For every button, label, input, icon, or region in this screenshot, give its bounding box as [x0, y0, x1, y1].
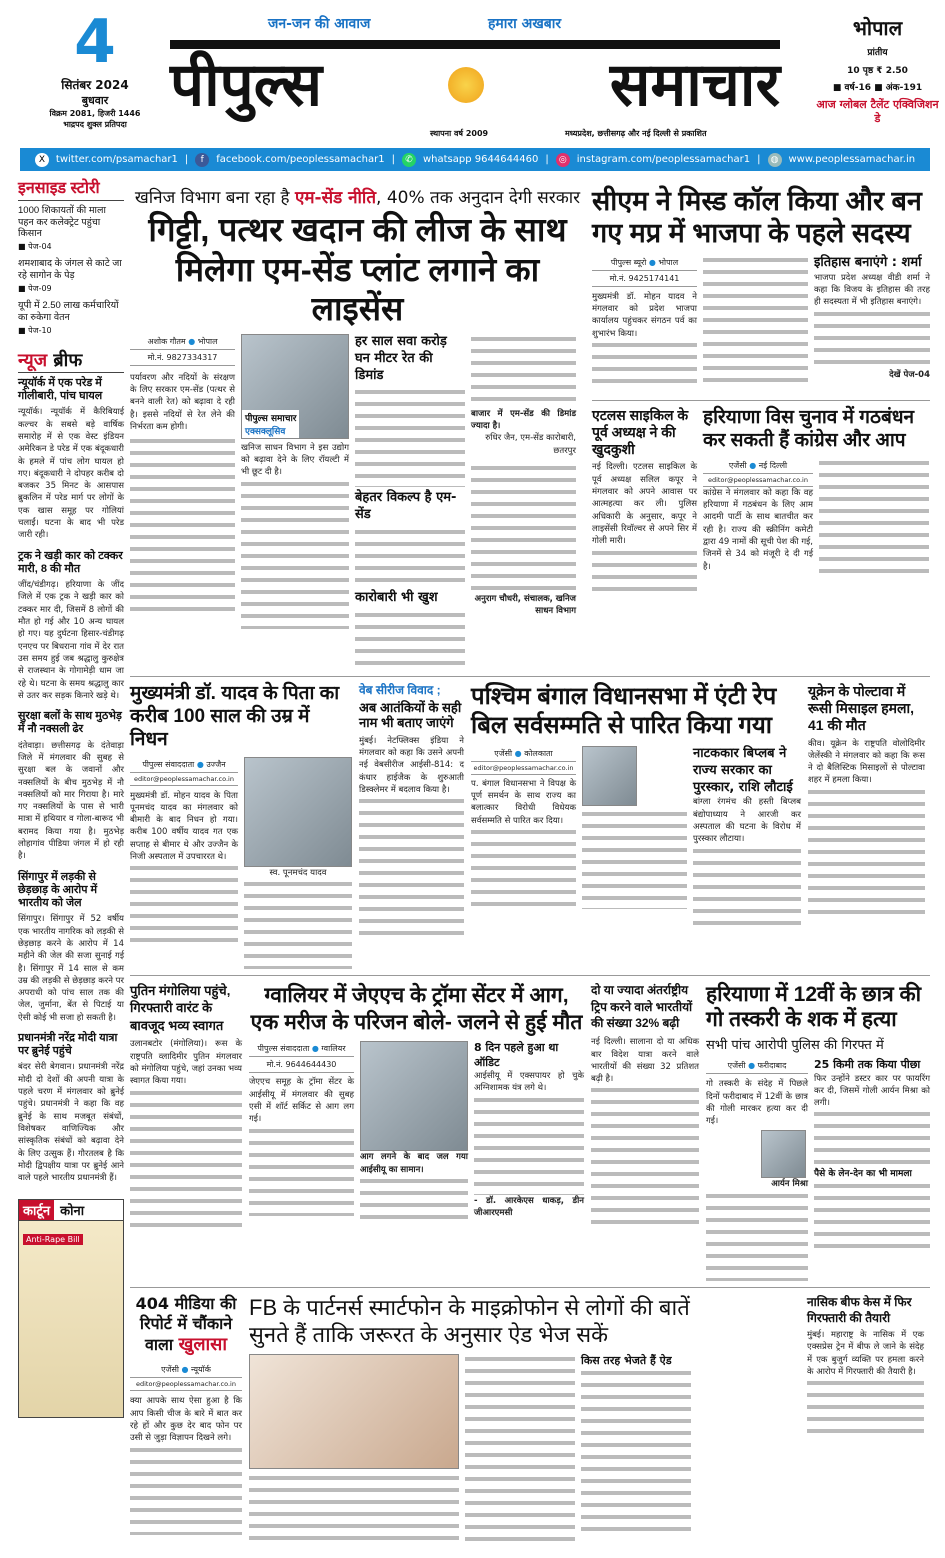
- globe-icon: ◍: [768, 153, 782, 167]
- lead-col3: हर साल सवा करोड़ घन मीटर रेत की डिमांड बेहतर विकल्प है एम-सेंड कारोबारी भी खुश: [355, 334, 465, 670]
- brief-item: सुरक्षा बलों के साथ मुठभेड़ में नौ नक्सली ढेर दंतेवाड़ा। छत्तीसगढ़ के दंतेवाड़ा जिले में मंगलवार की सुबह से सुरक्षा बल के जवानों और नक्सलियों के बीच मुठभेड़ में नौ नक्सलियों को मार गिराया है। मारे गए नक्सलियों के पास से भारी मात्रा में हथियार व गोला-बारूद भी बरामद किया गया है। मुठभेड़ लोहागांव पीडिया जंगल में हो रही है।: [18, 710, 124, 862]
- social-link-facebook[interactable]: facebook.com/peoplessamachar1: [216, 154, 385, 165]
- msand-plant-photo: [241, 334, 349, 439]
- tagline-left: जन-जन की आवाज: [268, 16, 371, 32]
- date-month: सितंबर 2024: [61, 78, 129, 92]
- gwalior-story: ग्वालियर में जेएएच के ट्रॉमा सेंटर में आग, एक मरीज के परिजन बोले- जलने से हुई मौत पीपुल्स संवाददाता ● ग्वालियर मो.नं. 9644644430 जेएएच समूह के ट्रॉमा सेंटर के आईसीयू में मंगलवार की सुबह एसी में शॉर्ट सर्किट से आग लग गई। आग लगने के बाद जल गया आईसीयू का सामान। 8 दिन पहले हुआ था ऑडिट आईसीयू में एक्सपायर हो चुके अग्निशामक यंत्र लगे थे। - डॉ. आरकेएस धाकड़, डीन जीआरएमसी: [249, 982, 584, 1281]
- mamata-photo: [582, 746, 637, 806]
- fb-headline[interactable]: FB के पार्टनर्स स्मार्टफोन के माइक्रोफोन से लोगों की बातें सुनते हैं ताकि जरूरत के अनुसार ऐड भेज सकें: [249, 1294, 690, 1348]
- cm-side-story: इतिहास बनाएंगे : शर्मा भाजपा प्रदेश अध्यक्ष वीडी शर्मा ने कहा कि विजय के इतिहास की तरह ही सदस्यता में भी इतिहास बनाएंगे। देखें पेज-04: [814, 254, 930, 380]
- ear-phone-photo: [249, 1354, 459, 1469]
- lead-story: [130, 185, 585, 670]
- trips-story: दो या ज्यादा अंतर्राष्ट्रीय ट्रिप करने वाले भारतीयों की संख्या 32% बढ़ी नई दिल्ली। सालाना दो या अधिक बार विदेश यात्रा करने वाले भारतीयों की संख्या 32 प्रतिशत बढ़ी है।: [591, 982, 699, 1281]
- inside-story-title: इनसाइड स्टोरी: [18, 179, 124, 201]
- date-day: 4: [74, 7, 116, 77]
- social-bar: X twitter.com/psamachar1 | f facebook.com/peoplessamachar1 | ✆ whatsapp 9644644460 | ◎ instagram.com/peoplessamachar1 | ◍ www.peoplessamachar.in: [20, 148, 930, 171]
- lead-col4: बाजार में एम-सेंड की डिमांड ज्यादा है। रुधिर जैन, एम-सेंड कारोबारी, छतरपुर अनुराग चौधरी, संचालक, खनिज साधन विभाग: [471, 334, 576, 670]
- tithi: भाद्रपद शुक्ल प्रतिपदा: [63, 120, 127, 129]
- logo-emblem-icon: [448, 67, 484, 103]
- atlas-story: एटलस साइकिल के पूर्व अध्यक्ष ने की खुदकुशी नई दिल्ली। एटलस साइकिल के पूर्व अध्यक्ष सलिल कपूर ने मंगलवार को अपने आवास पर आत्महत्या कर ली। पुलिस अधिकारी के अनुसार, कपूर ने लाइसेंसी रिवॉल्वर से अपने सिर में गोली मारी।: [592, 407, 697, 598]
- inside-item[interactable]: यूपी में 2.50 लाख कर्मचारियों का रुकेगा वेतन ■ पेज-10: [18, 300, 119, 335]
- left-column: [18, 179, 124, 1550]
- pages-price: 10 पृष्ठ ₹ 2.50: [847, 66, 908, 76]
- cm-member-headline[interactable]: सीएम ने मिस्ड कॉल किया और बन गए मप्र में भाजपा के पहले सदस्य: [592, 186, 922, 249]
- cartoon-title-b: कोना: [60, 1203, 85, 1219]
- trauma-centre-photo: [360, 1041, 468, 1151]
- logo-text-left: पीपुल्स: [170, 49, 323, 120]
- newspaper-logo: [170, 40, 780, 120]
- putin-story: पुतिन मंगोलिया पहुंचे, गिरफ्तारी वारंट के बावजूद भव्य स्वागत उलानबटोर (मंगोलिया)। रूस के राष्ट्रपति व्लादिमीर पुतिन मंगलवार को मंगोलिया पहुंचे, जहां उनका भव्य स्वागत किया गया।: [130, 982, 242, 1281]
- social-link-twitter[interactable]: twitter.com/psamachar1: [55, 154, 178, 165]
- news-brief-title: न्यूज ब्रीफ: [18, 348, 124, 373]
- cartoon-title-a: कार्टून: [19, 1200, 54, 1220]
- tagline-right: हमारा अखबार: [488, 16, 562, 32]
- cartoon-image: [19, 1221, 123, 1417]
- cartoon-corner: [18, 1199, 124, 1418]
- logo-text-right: समाचार: [609, 49, 780, 120]
- masthead: [0, 0, 945, 148]
- year-issue: ■ वर्ष-16 ■ अंक-191: [832, 83, 923, 93]
- brief-item: ट्रक ने खड़ी कार को टक्कर मारी, 8 की मौत जींद/चंडीगढ़। हरियाणा के जींद जिले में एक ट्रक ने खड़ी कार को टक्कर मार दी, जिसमें 8 लोगों की मौत हो गई और 10 अन्य घायल हो गए। यह दुर्घटना हिसार-चंडीगढ़ एनएच पर बिधराना गांव में देर रात उस समय हुई जब श्रद्धालु कुरुक्षेत्र से राजस्थान के गोगामेड़ी धाम जा रहे थे। घटना के समय श्रद्धालु कार से उतर कर सड़क किनारे खड़े थे।: [18, 549, 124, 701]
- haryana-alliance-story: हरियाणा विस चुनाव में गठबंधन कर सकती हैं कांग्रेस और आप एजेंसी ● नई दिल्ली editor@peoplessamachar.co.in कांग्रेस ने मंगलवार को कहा कि वह हरियाणा में गठबंधन के लिए आम आदमी पार्टी के साथ बातचीत कर रही है। राज्य की स्क्रीनिंग कमेटी द्वारा 49 नामों की सूची पेश की गई, जिनमें से 34 को मंजूरी दे दी गई है।: [703, 407, 930, 598]
- vikram-date: विक्रम 2081, हिजरी 1446: [49, 109, 141, 118]
- social-link-instagram[interactable]: instagram.com/peoplessamachar1: [576, 154, 751, 165]
- facebook-icon: f: [195, 153, 209, 167]
- social-link-whatsapp[interactable]: whatsapp 9644644460: [422, 154, 539, 165]
- brief-item: सिंगापुर में लड़की से छेड़छाड़ के आरोप में भारतीय को जेल सिंगापुर। सिंगापुर में 52 वर्षीय एक भारतीय नागरिक को लड़की से छेड़छाड़ करने के आरोप में 14 महीने की जेल की सजा सुनाई गई है। सिंगापुर में 14 साल से कम उम्र की लड़की से छेड़छाड़ करने पर अपराधी को पांच साल तक की जेल, जुर्माना, बेंत से पिटाई या ऐसी कोई भी सजा हो सकती है।: [18, 870, 124, 1023]
- founded-year: स्थापना वर्ष 2009: [430, 129, 489, 138]
- lead-kicker: खनिज विभाग बना रहा है एम-सेंड नीति, 40% तक अनुदान देगी सरकार: [134, 188, 581, 208]
- inside-item[interactable]: 1000 शिकायतों की माला पहन कर कलेक्ट्रेट पहुंचा किसान ■ पेज-04: [18, 205, 106, 252]
- published-from: मध्यप्रदेश, छत्तीसगढ़ और नई दिल्ली से प्रकाशित: [565, 129, 707, 138]
- cartoon-caption: Anti-Rape Bill: [23, 1234, 83, 1245]
- brief-item: प्रधानमंत्री नरेंद्र मोदी यात्रा पर ब्रुनेई पहुंचे बंदर सेरी बेगवान। प्रधानमंत्री नरेंद्र मोदी दो देशों की अपनी यात्रा के पहले चरण में मंगलवार को ब्रुनेई पहुंचे। प्रधानमंत्री ने कहा कि वह ब्रुनेई के साथ मजबूत संबंधों, विशेषकर वाणिज्यिक और सांस्कृतिक संबंधों को बढ़ावा देने के लिए उत्सुक हैं। गौरतलब है कि मोदी द्विपक्षीय यात्रा पर ब्रुनेई आने वाले पहले भारतीय प्रधानमंत्री हैं।: [18, 1032, 124, 1184]
- haryana-murder-story: हरियाणा में 12वीं के छात्र की गो तस्करी के शक में हत्या सभी पांच आरोपी पुलिस की गिरफ्त में एजेंसी ● फरीदाबाद गो तस्करी के संदेह में पिछले दिनों फरीदाबाद में 12वीं के छात्र की गोली मारकर हत्या कर दी गई। आर्यन मिश्रा 25 किमी तक किया पीछा फिर उन्होंने डस्टर कार पर फायरिंग कर दी, जिसमें गोली आर्यन मिश्रा को लगी। पैसे के लेन-देन का भी मामला: [706, 982, 930, 1281]
- webseries-story: वेब सीरीज विवाद ; अब आतंकियों के सही नाम भी बताए जाएंगे मुंबई। नेटफ्लिक्स इंडिया ने मंगलवार को कहा कि उसने अपनी नई वेबसीरीज आईसी-814: द कंधार हाईजैक के शुरुआती डिस्क्लेमर में बदलाव किया है।: [359, 683, 464, 969]
- masthead-edition-info: [815, 14, 940, 127]
- lead-byline: अशोक गौतम ● भोपाल मो.नं. 9827334317 पर्यावरण और नदियों के संरक्षण के लिए सरकार एम-सेंड (पत्थर से बनने वाली रेत) को बढ़ावा दे रही है। इससे नदियों से रेत लेने की निर्भरता कम होगी।: [130, 334, 235, 670]
- brief-item: न्यूयॉर्क में एक परेड में गोलीबारी, पांच घायल न्यूयॉर्क। न्यूयॉर्क में कैरिबियाई कल्चर के सबसे बड़े वार्षिक समारोह में से एक वेस्ट इंडियन अमेरिकन डे परेड में एक बंदूकधारी के हमले में पांच लोग घायल हो गए। बंदूकधारी ने दोपहर करीब दो बजकर 35 मिनट के आसपास ब्रुकलिन में परेड मार्ग पर लोगों के एक खास समूह पर गोलियां चलाईं। घटना के बाद भी परेड जारी रही।: [18, 376, 124, 541]
- masthead-date: [40, 7, 150, 130]
- photo-caption: खनिज साधन विभाग ने इस उद्योग को बढ़ावा देने के लिए रॉयल्टी में भी छूट दी है।: [241, 442, 349, 478]
- aryan-photo: [761, 1130, 806, 1178]
- bengal-story: पश्चिम बंगाल विधानसभा में एंटी रेप बिल सर्वसम्मति से पारित किया गया एजेंसी ● कोलकाता editor@peoplessamachar.co.in प. बंगाल विधानसभा ने विपक्ष के पूर्ण समर्थन के साथ राज्य का बलात्कार विरोधी विधेयक सर्वसम्मति से पारित कर दिया। नाटककार बिप्लब ने राज्य सरकार का पुरस्कार, राशि लौटाई बांग्ला रंगमंच की हस्ती बिप्लब बंद्योपाध्याय ने आरजी कर अस्पताल की घटना के विरोध में पुरस्कार लौटाया।: [471, 683, 801, 969]
- exclusive-tag: पीपुल्स समाचार एक्सक्लूसिव: [242, 410, 299, 438]
- ukraine-story: यूक्रेन के पोल्टावा में रूसी मिसाइल हमला, 41 की मौत कीव। यूक्रेन के राष्ट्रपति वोलोदिमीर जेलेंस्की ने मंगलवार को कहा कि रूस ने दो बैलिस्टिक मिसाइलों से पोल्टावा शहर में हमला किया।: [808, 683, 925, 969]
- social-link-website[interactable]: www.peoplessamachar.in: [788, 154, 916, 165]
- cm-father-photo: [244, 757, 352, 867]
- fb-kicker: 404 मीडिया की रिपोर्ट में चौंकाने वाला खुलासा: [135, 1293, 237, 1355]
- inside-item[interactable]: शमशाबाद के जंगल से काटे जा रहे सागोन के पेड़ ■ पेज-09: [18, 258, 122, 294]
- cm-father-story: मुख्यमंत्री डॉ. यादव के पिता का करीब 100 साल की उम्र में निधन पीपुल्स संवाददाता ● उज्जैन editor@peoplessamachar.co.in मुख्यमंत्री डॉ. मोहन यादव के पिता पूनमचंद यादव का मंगलवार को बीमारी के बाद निधन हो गया। करीब 100 वर्षीय यादव गत एक सप्ताह से बीमार थे और उज्जैन के निजी अस्पताल में उपचाररत थे। स्व. पूनमचंद यादव: [130, 683, 352, 969]
- city: भोपाल: [852, 16, 903, 40]
- nashik-story: नासिक बीफ केस में फिर गिरफ्तारी की तैयारी मुंबई। महाराष्ट्र के नासिक में एक एक्सप्रेस ट्रेन में बीफ ले जाने के संदेह में एक बुजुर्ग व्यक्ति पर हमला करने के आरोप में गिरफ्तारी की तैयारी है।: [807, 1294, 924, 1544]
- whatsapp-icon: ✆: [402, 153, 416, 167]
- edition: प्रांतीय: [867, 48, 888, 58]
- special-day: आज ग्लोबल टैलेंट एक्विजिशन डे: [816, 98, 939, 126]
- x-icon: X: [35, 153, 49, 167]
- instagram-icon: ◎: [556, 153, 570, 167]
- lead-headline[interactable]: गिट्टी, पत्थर खदान की लीज के साथ मिलेगा एम-सेंड प्लांट लगाने का लाइसेंस: [148, 211, 567, 328]
- weekday: बुधवार: [81, 94, 109, 107]
